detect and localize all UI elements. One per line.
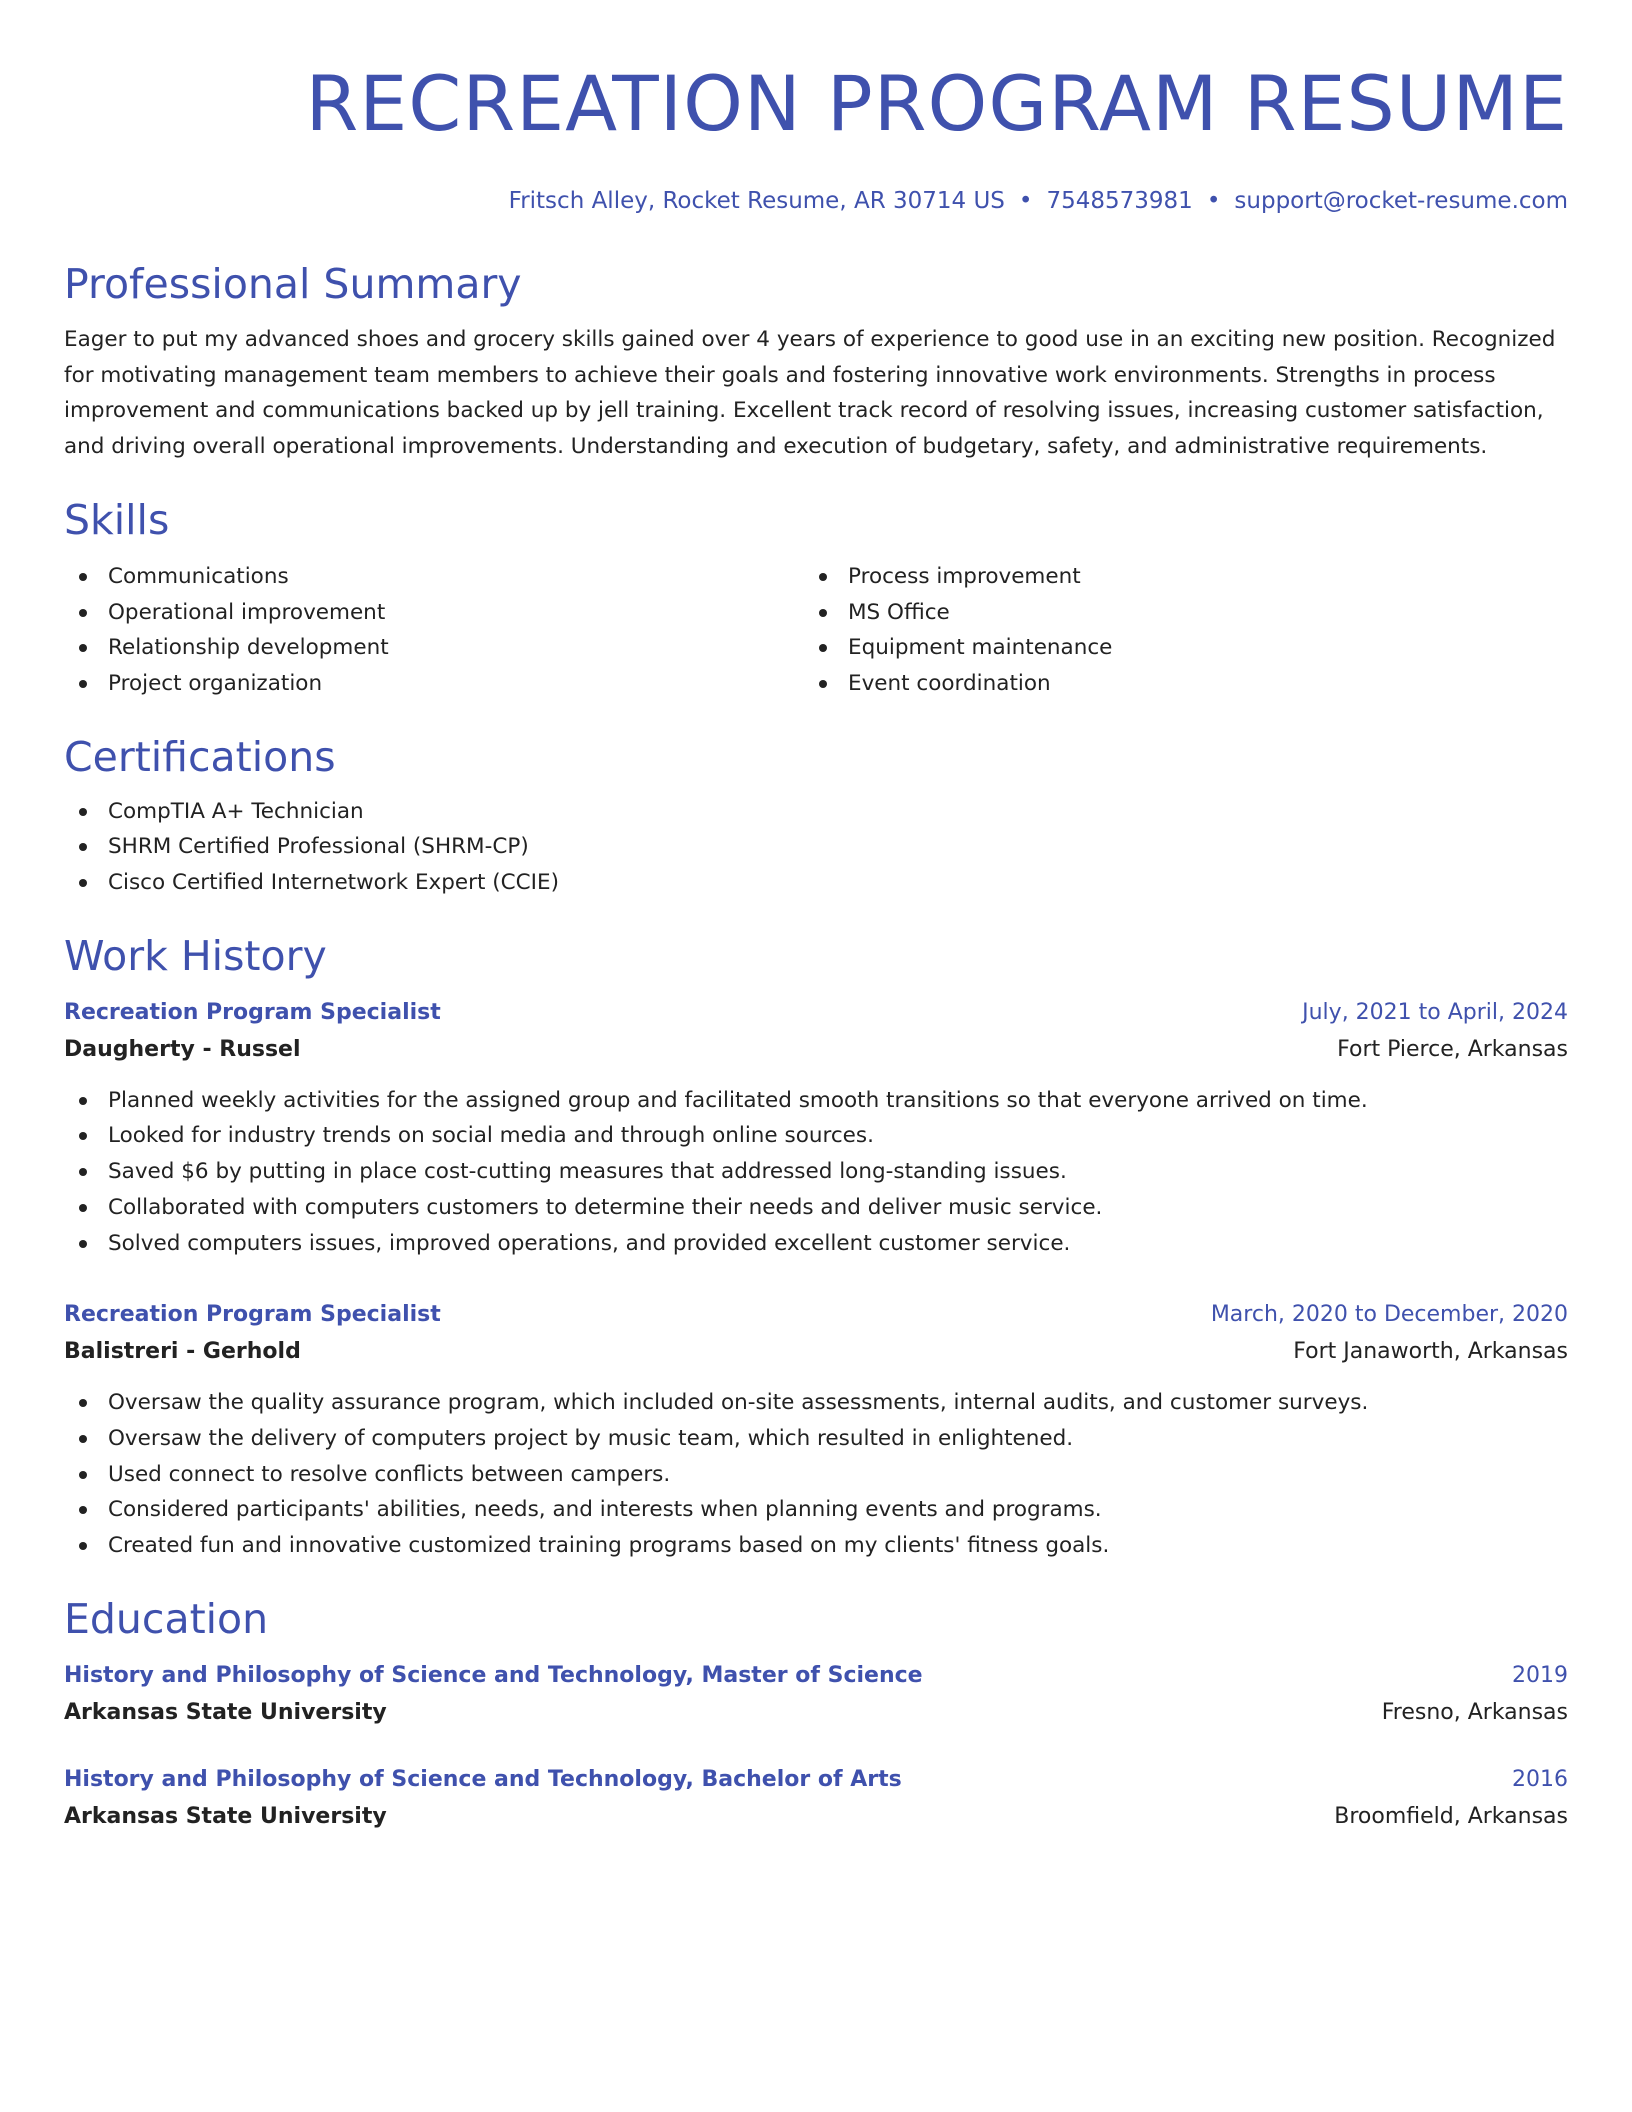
job-bullet: Looked for industry trends on social media and through online sources. [64,1118,1568,1154]
certification-item: SHRM Certified Professional (SHRM-CP) [64,829,1568,865]
education-school-row [64,1694,1568,1732]
education-school-row [64,1798,1568,1836]
skill-item: Project organization [64,666,804,702]
certifications-heading: Certifications [64,732,336,781]
summary-heading: Professional Summary [64,260,522,308]
job-company-row [64,1031,1568,1069]
job-dates: July, 2021 to April, 2024 [1302,999,1568,1025]
education-school: Arkansas State University [64,1803,387,1829]
job-bullets [64,1385,1568,1564]
job-bullet: Used connect to resolve conflicts between campers. [64,1457,1568,1493]
education-location: Fresno, Arkansas [1381,1699,1568,1725]
job-bullet: Solved computers issues, improved operations, and provided excellent customer service. [64,1226,1568,1262]
certifications-list [64,794,1568,901]
certification-item: CompTIA A+ Technician [64,794,1568,830]
summary-text: Eager to put my advanced shoes and grocery skills gained over 4 years of experience to good use in an exciting new position. Recognized for motivating management team members to achieve their goals and fostering innovative work environments. Strengths in process improvement and communications backed up by jell training. Excellent track record of resolving issues, increasing customer satisfaction, and driving overall operational improvements. Understanding and execution of budgetary, safety, and administrative requirements. [64,327,1556,460]
education-section [64,1594,1568,1836]
contact-line [64,186,1568,216]
job-dates: March, 2020 to December, 2020 [1210,1302,1568,1328]
work-history-section [64,931,1568,1564]
job-header-row [64,1297,1568,1333]
skills-section [64,495,1568,702]
job-location: Fort Janaworth, Arkansas [1293,1339,1568,1365]
contact-separator: • [1206,188,1221,214]
certifications-section [64,732,1568,901]
job-bullet: Oversaw the delivery of computers project by music team, which resulted in enlightened. [64,1421,1568,1457]
contact-email[interactable]: support@rocket-resume.com [1234,188,1568,214]
skill-item: Equipment maintenance [804,630,1544,666]
education-entry [64,1762,1568,1836]
education-school: Arkansas State University [64,1699,387,1725]
job-bullets [64,1083,1568,1262]
education-heading: Education [64,1594,269,1643]
skills-heading: Skills [64,495,170,544]
job-header-row [64,995,1568,1031]
job-bullet: Oversaw the quality assurance program, which included on-site assessments, internal audits, and customer surveys. [64,1385,1568,1421]
skill-item: Relationship development [64,630,804,666]
job-bullet: Saved $6 by putting in place cost-cutting measures that addressed long-standing issues. [64,1154,1568,1190]
job-role: Recreation Program Specialist [64,1302,441,1328]
job-bullet: Planned weekly activities for the assigned group and facilitated smooth transitions so that everyone arrived on time. [64,1083,1568,1119]
certification-item: Cisco Certified Internetwork Expert (CCIE) [64,865,1568,901]
skill-item: Operational improvement [64,595,804,631]
job-location: Fort Pierce, Arkansas [1337,1036,1568,1062]
job-bullet: Created fun and innovative customized training programs based on my clients' fitness goals. [64,1528,1568,1564]
work-history-heading: Work History [64,931,327,980]
skills-list-left [64,559,804,702]
skill-item: MS Office [804,595,1544,631]
education-entry [64,1658,1568,1732]
job-company: Balistreri - Gerhold [64,1339,301,1365]
education-header-row [64,1762,1568,1798]
job-entry [64,1297,1568,1564]
education-year: 2019 [1512,1662,1568,1688]
education-header-row [64,1658,1568,1694]
summary-section [64,259,1568,465]
skill-item: Communications [64,559,804,595]
job-entry [64,995,1568,1262]
job-bullet: Collaborated with computers customers to determine their needs and deliver music service. [64,1190,1568,1226]
contact-separator: • [1018,188,1033,214]
contact-address: Fritsch Alley, Rocket Resume, AR 30714 US [508,188,1005,214]
education-year: 2016 [1512,1766,1568,1792]
skill-item: Process improvement [804,559,1544,595]
contact-phone[interactable]: 7548573981 [1046,188,1193,214]
skill-item: Event coordination [804,666,1544,702]
job-bullet: Considered participants' abilities, needs, and interests when planning events and programs. [64,1492,1568,1528]
education-degree: History and Philosophy of Science and Technology, Master of Science [64,1662,923,1688]
job-company-row [64,1333,1568,1371]
resume-title: RECREATION PROGRAM RESUME [305,59,1568,148]
job-company: Daugherty - Russel [64,1036,301,1062]
education-degree: History and Philosophy of Science and Technology, Bachelor of Arts [64,1766,902,1792]
skills-list-right [804,559,1544,702]
job-role: Recreation Program Specialist [64,999,441,1025]
education-location: Broomfield, Arkansas [1334,1803,1568,1829]
skills-grid [64,559,1568,702]
